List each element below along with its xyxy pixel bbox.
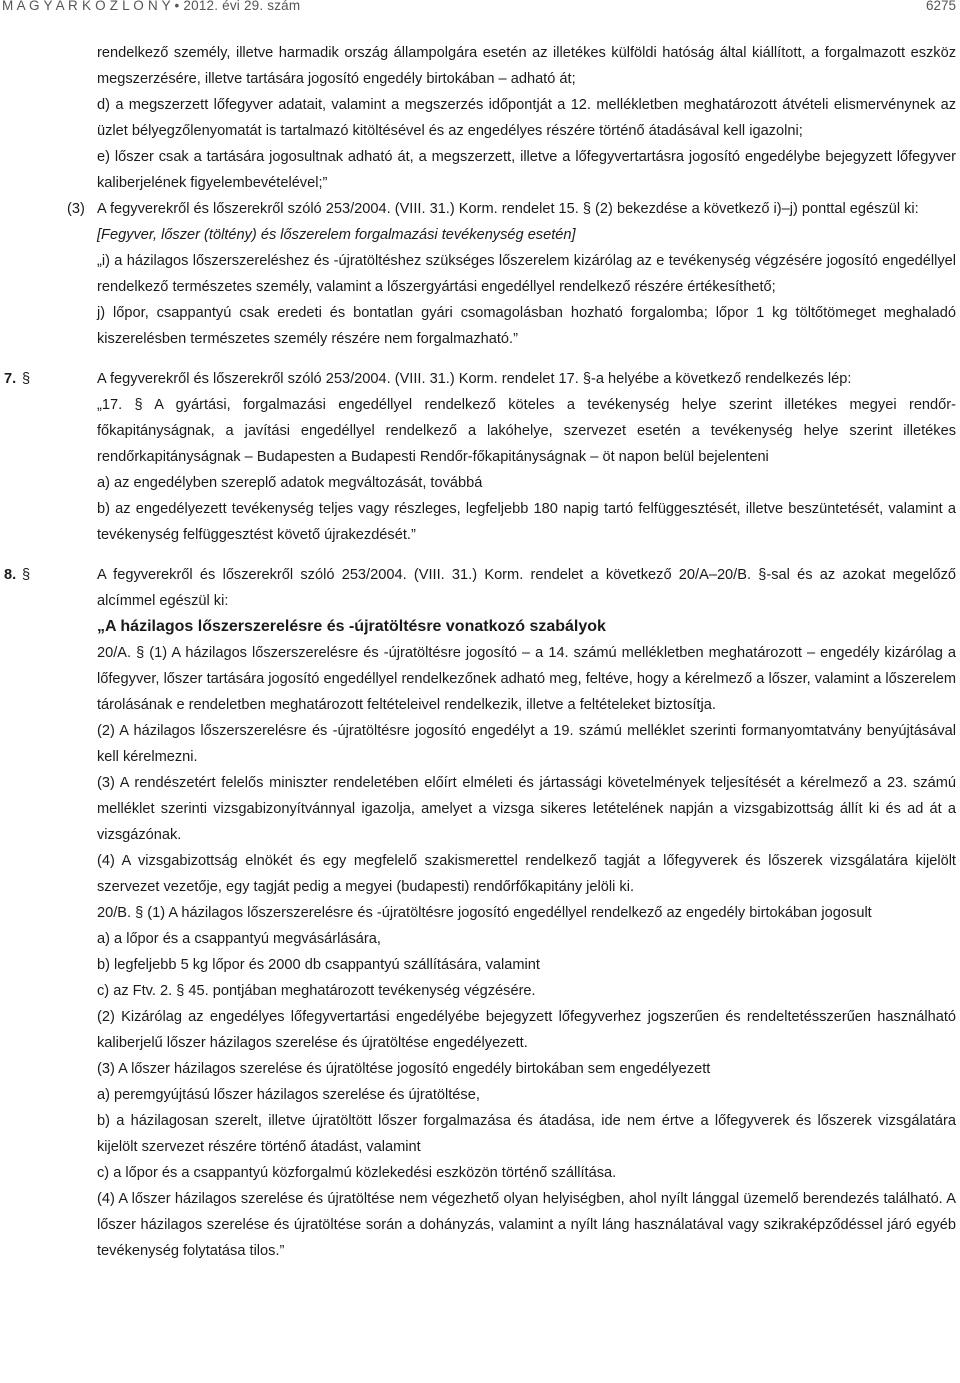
section-number: 8.: [4, 567, 17, 583]
paragraph: (4) A lőszer házilagos szerelése és újratöltése nem végezhető olyan helyiségben, ahol nyílt lánggal üzemelő berendezés található. A lőszer házilagos szerelése és újratöltése során a dohányzás, valamint a nyílt láng használatával vagy szikraképződéssel járó egyéb tevékenység folytatása tilos.”: [97, 1191, 956, 1259]
paragraph: „i) a házilagos lőszerszereléshez és -újratöltéshez szükséges lőszerelem kizárólag az e tevékenység végzésére jogosító engedéllyel rendelkező természetes személy, valamint a lőszergyártási engedéllyel rendelkező részére értékesíthető;: [97, 253, 956, 295]
paragraph: c) az Ftv. 2. § 45. pontjában meghatározott tevékenység végzésére.: [97, 983, 536, 999]
paragraph: (2) A házilagos lőszerszerelésre és -újratöltésre jogosító engedélyt a 19. számú melléklet szerinti formanyomtatvány benyújtásával kell kérelmezni.: [97, 723, 956, 765]
paragraph: A fegyverekről és lőszerekről szóló 253/2004. (VIII. 31.) Korm. rendelet a következő 20/A–20/B. §-sal és az azokat megelőző alcímmel egészül ki:: [97, 567, 956, 609]
page-header: [0, 0, 960, 16]
paragraph: b) az engedélyezett tevékenység teljes vagy részleges, legfeljebb 180 napig tartó felfüggesztését, illetve beszüntetését, valamint a tevékenység felfüggesztést követő újrakezdését.”: [97, 501, 956, 543]
paragraph: rendelkező személy, illetve harmadik ország állampolgára esetén az illetékes külföldi hatóság által kiállított, a forgalmazott eszköz megszerzésére, illetve tartására jogosító engedély birtokában – adható át;: [97, 45, 956, 87]
section-number: 7.: [4, 371, 17, 387]
paragraph: (2) Kizárólag az engedélyes lőfegyvertartási engedélyébe bejegyzett lőfegyverhez jogszerűen és rendeltetésszerűen használható kaliberjelű lőszer házilagos szerelése és újratöltése engedélyezett.: [97, 1009, 956, 1051]
subsection-3: [0, 196, 960, 352]
paragraph: A fegyverekről és lőszerekről szóló 253/2004. (VIII. 31.) Korm. rendelet 17. §-a helyébe a következő rendelkezés lép:: [97, 371, 852, 387]
journal-title: M A G Y A R K Ö Z L Ö N Y • 2012. évi 29. szám: [2, 0, 301, 13]
section-7: [0, 366, 960, 548]
paragraph: „17. § A gyártási, forgalmazási engedéllyel rendelkező köteles a tevékenység helye szerint illetékes megyei rendőr-főkapitányságnak, a javítási engedéllyel rendelkező a lakóhelye, szervezet esetén a tevékenység helye szerint illetékes rendőrkapitányságnak – Budapesten a Budapesti Rendőr-főkapitányságnak – öt napon belül bejelenteni: [97, 397, 956, 465]
paragraph: d) a megszerzett lőfegyver adatait, valamint a megszerzés időpontját a 12. mellékletben meghatározott átvételi elismervénynek az üzlet bélyegzőlenyomatát is tartalmazó kitöltésével és az engedélyes részére történő átadásával kell igazolni;: [97, 97, 956, 139]
section-8: [0, 562, 960, 1264]
paragraph: 20/B. § (1) A házilagos lőszerszerelésre és -újratöltésre jogosító engedéllyel rendelkező az engedély birtokában jogosult: [97, 905, 872, 921]
paragraph: A fegyverekről és lőszerekről szóló 253/2004. (VIII. 31.) Korm. rendelet 15. § (2) bekezdése a következő i)–j) ponttal egészül ki:: [97, 201, 919, 217]
paragraph: a) a lőpor és a csappantyú megvásárlására,: [97, 931, 381, 947]
subtitle-heading: „A házilagos lőszerszerelésre és -újratöltésre vonatkozó szabályok: [97, 618, 606, 635]
block-continuation: [0, 40, 960, 196]
document-body: [0, 40, 960, 1264]
paragraph-italic: [Fegyver, lőszer (töltény) és lőszerelem forgalmazási tevékenység esetén]: [97, 227, 576, 243]
paragraph: a) peremgyújtású lőszer házilagos szerelése és újratöltése,: [97, 1087, 480, 1103]
paragraph: b) a házilagosan szerelt, illetve újratöltött lőszer forgalmazása és átadása, ide nem értve a lőfegyverek és lőszerek vizsgálatára kijelölt szervezet részére történő átadást, valamint: [97, 1113, 956, 1155]
page-number: 6275: [925, 0, 956, 13]
paragraph: (3) A lőszer házilagos szerelése és újratöltése jogosító engedély birtokában sem engedélyezett: [97, 1061, 711, 1077]
paragraph: c) a lőpor és a csappantyú közforgalmú közlekedési eszközön történő szállítása.: [97, 1165, 617, 1181]
paragraph: e) lőszer csak a tartására jogosultnak adható át, a megszerzett, illetve a lőfegyvertartásra jogosító engedélybe bejegyzett lőfegyver kaliberjelének figyelembevételével;”: [97, 149, 956, 191]
subsection-number: (3): [67, 201, 85, 217]
paragraph: j) lőpor, csappantyú csak eredeti és bontatlan gyári csomagolásban hozható forgalomba; lőpor 1 kg töltőtömeget meghaladó kiszerelésben természetes személy részére nem forgalmazható.”: [97, 305, 956, 347]
paragraph: (3) A rendészetért felelős miniszter rendeletében előírt elméleti és jártassági követelmények teljesítését a kérelmező a 23. számú melléklet szerinti vizsgabizonyítvánnyal igazolja, amelyet a vizsga sikeres letételének napján a vizsgabizottság állít ki és ad át a vizsgázónak.: [97, 775, 956, 843]
paragraph: (4) A vizsgabizottság elnökét és egy megfelelő szakismerettel rendelkező tagját a lőfegyverek és lőszerek vizsgálatára kijelölt szervezet vezetője, egy tagját pedig a megyei (budapesti) rendőrfőkapitány jelöli ki.: [97, 853, 956, 895]
paragraph: b) legfeljebb 5 kg lőpor és 2000 db csappantyú szállítására, valamint: [97, 957, 540, 973]
section-sign: §: [22, 567, 31, 583]
section-sign: §: [22, 371, 31, 387]
paragraph: a) az engedélyben szereplő adatok megváltozását, továbbá: [97, 475, 483, 491]
paragraph: 20/A. § (1) A házilagos lőszerszerelésre és -újratöltésre jogosító – a 14. számú mellékletben meghatározott – engedély kizárólag a lőfegyver, lőszer tartására jogosító engedéllyel rendelkezőnek adható meg, feltéve, hogy a kérelmező a lőszer, valamint a lőszerelem tárolásának e rendeletben meghatározott feltételeivel rendelkezik, illetve a feltételeket biztosítja.: [97, 645, 956, 713]
